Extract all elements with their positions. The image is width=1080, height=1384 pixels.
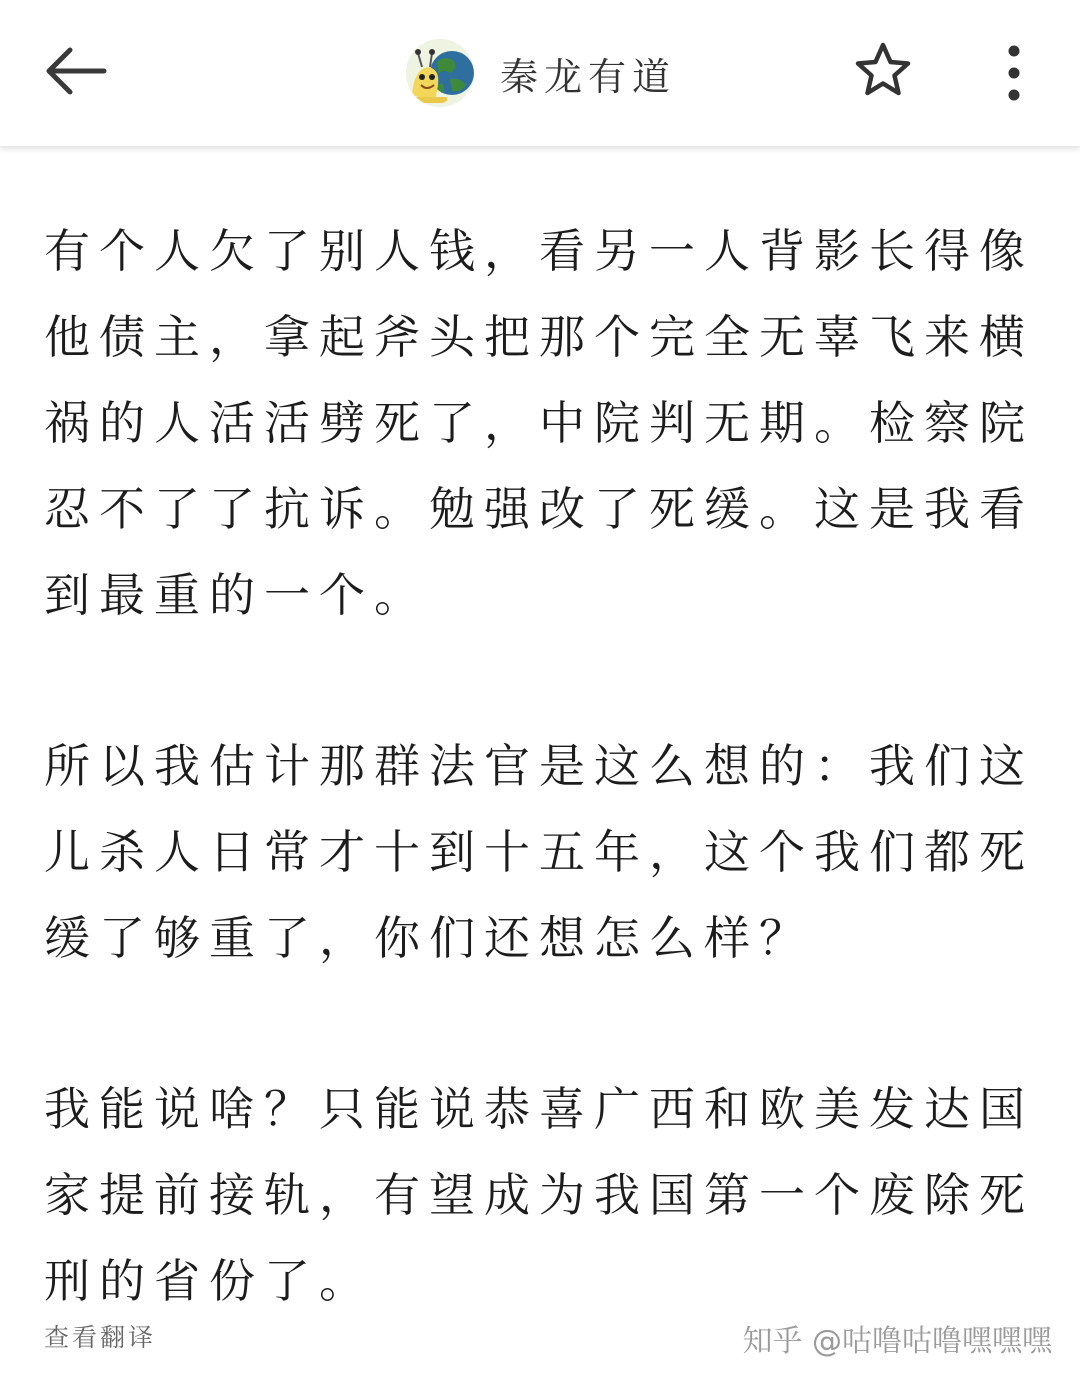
channel-header (406, 38, 676, 108)
post-paragraph: 我能说啥？只能说恭喜广西和欧美发达国家提前接轨，有望成为我国第一个废除死刑的省份了。 (44, 1082, 1034, 1308)
watermark: 知乎 @咕噜咕噜嘿嘿嘿 (742, 1324, 1052, 1359)
post-paragraph: 有个人欠了别人钱，看另一人背影长得像他债主，拿起斧头把那个完全无辜飞来横祸的人活活劈死了，中院判无期。检察院忍不了了抗诉。勉强改了死缓。这是我看到最重的一个。 (44, 224, 1034, 622)
more-options-button[interactable] (994, 40, 1034, 106)
avatar[interactable] (406, 39, 474, 107)
star-outline-icon (852, 40, 914, 102)
top-app-bar (0, 0, 1080, 147)
arrow-left-icon (40, 38, 112, 104)
back-button[interactable] (40, 38, 112, 104)
snail-globe-icon (406, 39, 474, 107)
view-translation-link[interactable]: 查看翻译 (44, 1323, 157, 1352)
favorite-button[interactable] (852, 40, 914, 102)
post-paragraph: 所以我估计那群法官是这么想的：我们这儿杀人日常才十到十五年，这个我们都死缓了够重了，你们还想怎么样？ (44, 739, 1034, 965)
channel-name[interactable]: 秦龙有道 (500, 54, 677, 99)
post-content (44, 208, 1044, 1324)
more-vertical-icon (994, 40, 1034, 106)
